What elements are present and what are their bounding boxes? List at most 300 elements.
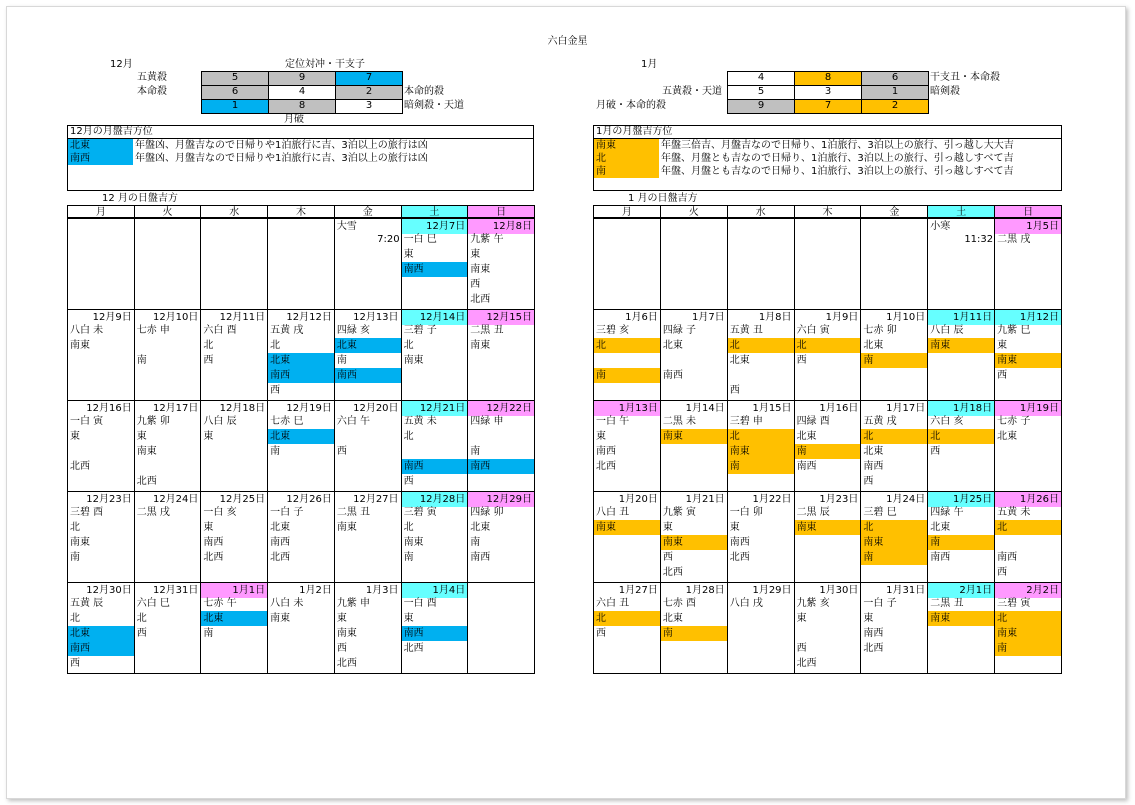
day-direction	[402, 459, 468, 474]
day-direction	[68, 641, 134, 656]
day-direction	[661, 353, 727, 368]
line-text: 五黄 丑	[729, 325, 763, 336]
day-direction	[468, 444, 534, 459]
line-text: 北西	[796, 658, 817, 669]
line-text: 北東	[470, 522, 491, 533]
line-text: 七赤 卯	[863, 325, 897, 336]
line-text: 三碧 亥	[596, 325, 630, 336]
line-text: 北東	[270, 355, 291, 366]
day-date: 1月13日	[594, 401, 660, 416]
line-text: 北東	[796, 431, 817, 442]
grid-cell: 2	[862, 100, 929, 114]
day-date: 1月8日	[758, 312, 792, 323]
grid-cell: 9	[269, 72, 336, 86]
line-text: 北西	[70, 461, 90, 472]
day-direction	[995, 535, 1061, 550]
day-star-eto	[728, 323, 794, 338]
day-direction	[928, 611, 994, 626]
day-date: 12月23日	[86, 494, 132, 505]
day-date: 12月19日	[286, 403, 332, 414]
line-text: 東	[203, 522, 214, 533]
weekday-header: 木	[794, 205, 862, 218]
day-direction	[795, 520, 861, 535]
line-text: 東	[336, 613, 347, 624]
day-date: 1月28日	[685, 585, 725, 596]
day-date: 12月30日	[86, 585, 132, 596]
day-date: 1月9日	[825, 312, 859, 323]
day-cell	[964, 218, 1062, 310]
day-cell	[401, 491, 469, 583]
event-time: 7:20	[377, 234, 400, 245]
day-direction	[661, 611, 727, 626]
line-text: 北西	[203, 552, 224, 563]
day-star-eto	[68, 596, 134, 611]
day-direction	[468, 262, 534, 277]
day-star-eto	[928, 323, 994, 338]
line-text: 西	[863, 476, 874, 487]
line-text: 九紫 寅	[662, 507, 697, 518]
day-star-eto	[402, 505, 468, 520]
line-text: 南西	[403, 628, 424, 639]
day-star-eto	[861, 596, 927, 611]
line-text: 一白 酉	[403, 598, 437, 609]
line-text: 北	[729, 340, 740, 351]
day-cell	[334, 309, 402, 401]
day-cell	[660, 582, 728, 674]
line-text: 九紫 巳	[997, 325, 1031, 336]
day-cell	[134, 582, 202, 674]
line-text: 南東	[70, 537, 90, 548]
line-text: 西	[729, 385, 740, 396]
day-direction	[335, 353, 401, 368]
weekday-header: 土	[927, 205, 995, 218]
line-text: 北	[136, 613, 147, 624]
day-direction	[995, 338, 1061, 353]
day-cell	[927, 400, 995, 492]
day-date: 1月11日	[928, 310, 994, 325]
day-star-eto	[135, 596, 201, 611]
day-direction	[995, 550, 1061, 565]
day-cell	[727, 400, 795, 492]
day-direction	[268, 535, 334, 550]
day-direction	[335, 520, 401, 535]
day-direction	[995, 641, 1061, 656]
line-text: 南西	[596, 446, 616, 457]
line-text: 小寒	[930, 221, 951, 232]
day-cell	[267, 309, 335, 401]
day-direction	[728, 353, 794, 368]
line-text: 北	[70, 522, 80, 533]
day-direction	[468, 429, 534, 444]
day-direction	[661, 626, 727, 641]
line-text: 西	[470, 279, 481, 290]
monthly-direction: 南東	[594, 139, 659, 152]
jan-month-label: 1月	[641, 59, 658, 70]
day-direction	[861, 353, 927, 368]
day-date: 1月17日	[886, 403, 926, 414]
line-text: 南東	[336, 628, 357, 639]
line-text: 北西	[403, 643, 424, 654]
day-date: 1月27日	[618, 585, 658, 596]
day-cell	[401, 400, 469, 492]
line-text: 二黒 戌	[997, 234, 1031, 245]
line-text: 北西	[863, 643, 884, 654]
day-cell	[200, 491, 268, 583]
day-cell	[267, 400, 335, 492]
grid-cell: 5	[202, 72, 269, 86]
day-cell	[67, 582, 135, 674]
day-star-eto	[68, 505, 134, 520]
day-direction	[268, 444, 334, 459]
grid-cell: 7	[795, 100, 862, 114]
day-direction	[995, 611, 1061, 626]
day-direction	[728, 444, 794, 459]
line-text: 西	[997, 567, 1008, 578]
grid-cell: 9	[728, 100, 795, 114]
line-text: 四緑 酉	[796, 416, 830, 427]
day-star-eto	[795, 505, 861, 520]
line-text: 北	[729, 431, 740, 442]
day-direction	[995, 565, 1061, 580]
day-cell	[401, 582, 469, 674]
day-direction	[468, 338, 534, 353]
day-direction	[594, 429, 660, 444]
line-text: 北	[997, 522, 1008, 533]
day-direction	[335, 611, 401, 626]
line-text: 西	[136, 628, 147, 639]
line-text: 東	[403, 613, 414, 624]
line-text: 五黄 戌	[270, 325, 304, 336]
day-direction	[68, 429, 134, 444]
dec-row-label-1: 五黄殺	[137, 72, 167, 83]
day-cell	[67, 400, 135, 492]
line-text: 三碧 寅	[403, 507, 437, 518]
day-direction	[468, 277, 534, 292]
day-direction	[201, 611, 267, 626]
grid-cell: 5	[728, 86, 795, 100]
line-text: 南西	[863, 628, 884, 639]
line-text: 北	[403, 340, 414, 351]
day-cell	[860, 309, 928, 401]
day-direction	[335, 368, 401, 383]
day-direction	[201, 520, 267, 535]
line-text: 南東	[930, 613, 951, 624]
line-text: 三碧 酉	[70, 507, 104, 518]
day-date: 2月1日	[928, 583, 994, 598]
line-text: 西	[70, 658, 80, 669]
line-text: 南東	[997, 628, 1018, 639]
day-direction	[861, 459, 927, 474]
day-cell	[727, 309, 795, 401]
line-text: 南	[729, 461, 740, 472]
day-direction	[594, 459, 660, 474]
day-direction	[201, 353, 267, 368]
grid-cell: 1	[202, 100, 269, 114]
weekday-header: 日	[467, 205, 535, 218]
day-cell	[927, 582, 995, 674]
day-direction	[335, 656, 401, 671]
day-star-eto	[377, 232, 468, 247]
line-text: 南	[863, 355, 874, 366]
line-text: 南	[470, 537, 481, 548]
day-star-eto	[468, 323, 534, 338]
line-text: 南	[796, 446, 807, 457]
day-direction	[928, 338, 994, 353]
line-text: 南東	[470, 340, 491, 351]
line-text: 東	[470, 249, 481, 260]
day-date: 1月7日	[691, 312, 725, 323]
line-text: 南東	[729, 446, 750, 457]
day-date: 12月9日	[92, 312, 132, 323]
day-star-eto	[402, 414, 468, 429]
line-text: 四緑 卯	[470, 507, 504, 518]
line-text: 北西	[270, 552, 291, 563]
day-date: 1月3日	[365, 585, 399, 596]
line-text: 三碧 寅	[997, 598, 1031, 609]
day-star-eto	[861, 505, 927, 520]
day-star-eto	[594, 505, 660, 520]
day-star-eto	[468, 414, 534, 429]
day-direction	[135, 611, 201, 626]
day-direction	[795, 626, 861, 641]
dec-below-label: 月破	[284, 114, 304, 125]
day-date: 1月31日	[886, 585, 926, 596]
day-star-eto	[268, 323, 334, 338]
day-star-eto	[201, 596, 267, 611]
day-cell	[994, 400, 1062, 492]
day-date: 12月25日	[219, 494, 266, 505]
day-direction	[861, 474, 927, 489]
day-direction	[135, 444, 201, 459]
day-direction	[468, 550, 534, 565]
line-text: 八白 丑	[596, 507, 630, 518]
day-direction	[135, 429, 201, 444]
day-direction	[135, 626, 201, 641]
day-direction	[995, 368, 1061, 383]
day-date: 12月29日	[468, 492, 534, 507]
day-direction	[135, 459, 201, 474]
day-direction	[594, 626, 660, 641]
line-text: 南	[336, 355, 347, 366]
weekday-header: 土	[401, 205, 469, 218]
dec-daily-title: 12 月の日盤吉方	[102, 193, 178, 204]
day-direction	[201, 429, 267, 444]
day-star-eto	[861, 414, 927, 429]
day-date: 12月8日	[468, 219, 534, 234]
line-text: 南東	[70, 340, 90, 351]
day-date: 1月24日	[886, 494, 926, 505]
line-text: 南	[997, 643, 1008, 654]
day-cell	[860, 400, 928, 492]
day-date: 12月31日	[152, 585, 199, 596]
line-text: 南	[930, 537, 941, 548]
day-date: 1月22日	[752, 494, 792, 505]
day-date: 2月2日	[995, 583, 1061, 598]
line-text: 三碧 巳	[863, 507, 897, 518]
line-text: 二黒 未	[662, 416, 697, 427]
line-text: 七赤 酉	[662, 598, 697, 609]
day-cell	[134, 218, 202, 310]
line-text: 三碧 子	[403, 325, 437, 336]
line-text: 東	[596, 431, 606, 442]
day-date: 12月17日	[152, 403, 199, 414]
day-direction	[861, 535, 927, 550]
line-text: 東	[70, 431, 80, 442]
day-direction	[928, 520, 994, 535]
line-text: 一白 亥	[203, 507, 237, 518]
line-text: 南	[136, 355, 147, 366]
line-text: 南西	[662, 370, 683, 381]
line-text: 東	[997, 340, 1008, 351]
day-date: 1月19日	[995, 401, 1061, 416]
line-text: 北	[930, 431, 941, 442]
line-text: 北西	[596, 461, 616, 472]
line-text: 南	[70, 552, 80, 563]
day-star-eto	[135, 505, 201, 520]
day-cell	[593, 400, 661, 492]
line-text: 北	[70, 613, 80, 624]
line-text: 四緑 申	[470, 416, 504, 427]
monthly-text: 年盤、月盤とも吉なので日帰り、1泊旅行、3泊以上の旅行、引っ越しすべて吉	[661, 166, 1014, 177]
line-text: 五黄 未	[403, 416, 437, 427]
line-text: 北	[403, 431, 414, 442]
day-direction	[728, 383, 794, 398]
day-direction	[68, 459, 134, 474]
day-star-eto	[661, 414, 727, 429]
jan-monthly-title: 1月の月盤吉方位	[594, 126, 1061, 139]
day-direction	[861, 626, 927, 641]
line-text: 西	[203, 355, 214, 366]
day-direction	[201, 550, 267, 565]
day-cell	[67, 491, 135, 583]
day-star-eto	[402, 323, 468, 338]
day-cell	[200, 309, 268, 401]
line-text: 南西	[270, 370, 291, 381]
day-cell	[994, 309, 1062, 401]
day-direction	[68, 444, 134, 459]
day-star-eto	[861, 323, 927, 338]
day-direction	[402, 626, 468, 641]
day-star-eto	[728, 414, 794, 429]
day-direction	[594, 368, 660, 383]
day-direction	[861, 611, 927, 626]
day-cell	[467, 582, 535, 674]
line-text: 九紫 卯	[136, 416, 170, 427]
monthly-row	[594, 139, 1061, 152]
line-text: 北西	[470, 294, 491, 305]
day-date: 12月28日	[402, 492, 468, 507]
day-direction	[468, 459, 534, 474]
line-text: 南東	[997, 355, 1018, 366]
weekday-header: 水	[200, 205, 268, 218]
day-cell	[860, 218, 928, 310]
day-cell	[377, 218, 469, 310]
line-text: 南	[662, 628, 673, 639]
day-direction	[468, 520, 534, 535]
day-direction	[135, 338, 201, 353]
monthly-direction: 北	[594, 152, 659, 165]
monthly-text: 年盤凶、月盤吉なので日帰りや1泊旅行に吉、3泊以上の旅行は凶	[135, 153, 428, 164]
line-text: 南	[270, 446, 281, 457]
day-star-eto	[402, 596, 468, 611]
monthly-direction: 南	[594, 165, 659, 178]
weekday-header: 木	[267, 205, 335, 218]
day-star-eto	[795, 323, 861, 338]
day-date: 1月5日	[995, 219, 1061, 234]
day-direction	[335, 626, 401, 641]
line-text: 南西	[729, 537, 750, 548]
dec-monthly-box	[67, 125, 534, 191]
day-direction	[928, 550, 994, 565]
line-text: 南	[470, 446, 481, 457]
day-direction	[68, 535, 134, 550]
day-star-eto	[661, 323, 727, 338]
day-direction	[861, 641, 927, 656]
day-cell	[267, 582, 335, 674]
line-text: 南東	[662, 431, 683, 442]
line-text: 西	[336, 643, 347, 654]
line-text: 二黒 辰	[796, 507, 830, 518]
day-star-eto	[135, 414, 201, 429]
day-cell	[727, 582, 795, 674]
line-text: 南西	[203, 537, 224, 548]
line-text: 七赤 申	[136, 325, 170, 336]
day-direction	[201, 535, 267, 550]
day-direction	[68, 520, 134, 535]
line-text: 南東	[136, 446, 157, 457]
day-star-eto	[335, 596, 401, 611]
line-text: 二黒 丑	[930, 598, 964, 609]
day-star-eto	[201, 414, 267, 429]
line-text: 西	[662, 552, 673, 563]
day-direction	[468, 535, 534, 550]
line-text: 北	[796, 340, 807, 351]
day-star-eto	[594, 596, 660, 611]
day-direction	[594, 611, 660, 626]
line-text: 西	[403, 476, 414, 487]
grid-cell: 6	[862, 72, 929, 86]
jan-right-label-2: 暗剣殺	[930, 86, 960, 97]
day-direction	[728, 459, 794, 474]
day-direction	[861, 338, 927, 353]
line-text: 南西	[336, 370, 357, 381]
day-direction	[795, 641, 861, 656]
day-direction	[661, 338, 727, 353]
day-star-eto	[335, 323, 401, 338]
line-text: 西	[796, 643, 807, 654]
line-text: 南東	[403, 355, 424, 366]
line-text: 北西	[729, 552, 750, 563]
day-star-eto	[661, 505, 727, 520]
day-date: 12月21日	[402, 401, 468, 416]
day-cell	[794, 218, 862, 310]
line-text: 北	[203, 340, 214, 351]
day-date: 1月15日	[752, 403, 792, 414]
day-cell	[994, 582, 1062, 674]
line-text: 七赤 子	[997, 416, 1031, 427]
line-text: 一白 巳	[403, 234, 437, 245]
line-text: 北西	[136, 476, 157, 487]
weekday-header: 金	[860, 205, 928, 218]
line-text: 北西	[336, 658, 357, 669]
day-cell	[794, 491, 862, 583]
day-direction	[594, 444, 660, 459]
dec-kyusei-grid	[201, 71, 403, 114]
dec-month-label: 12月	[110, 59, 133, 70]
day-date: 1月6日	[625, 312, 658, 323]
line-text: 北東	[729, 355, 750, 366]
jan-kyusei-grid	[727, 71, 929, 114]
